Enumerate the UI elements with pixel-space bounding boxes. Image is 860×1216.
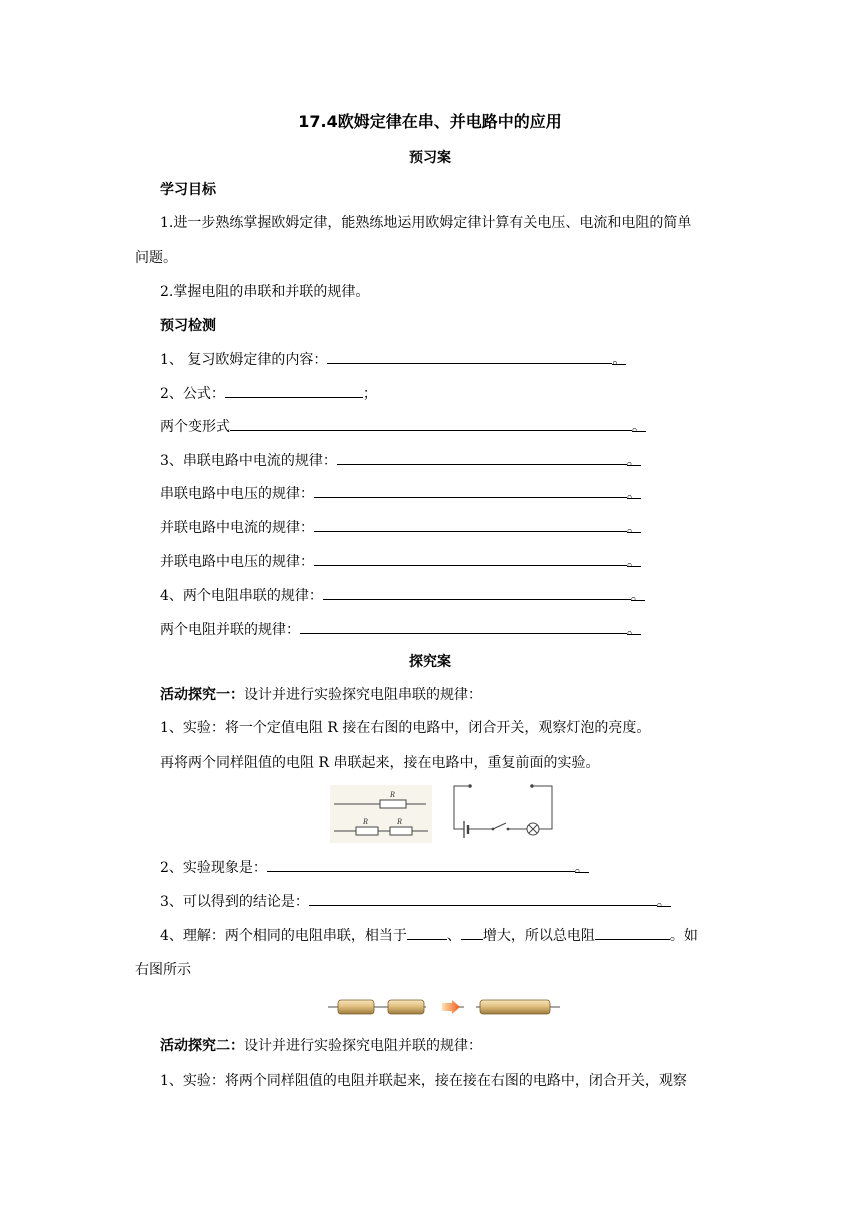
question-label: 4、两个电阻串联的规律： (160, 588, 323, 604)
short-resistor-icon (388, 1000, 424, 1014)
period-mark: 。 (574, 860, 589, 876)
answer-blank[interactable] (323, 585, 631, 600)
resistor-symbol (356, 827, 378, 835)
answer-blank[interactable] (267, 857, 575, 872)
activity-1 (160, 685, 482, 705)
period-mark: 。 (626, 453, 641, 469)
answer-blank[interactable] (461, 925, 483, 940)
question-label: 2、公式： (160, 386, 225, 402)
question-label: 串联电路中电压的规律： (160, 486, 314, 502)
answer-blank[interactable] (595, 925, 670, 940)
answer-blank[interactable] (337, 450, 627, 465)
period-mark: 。 (612, 352, 627, 368)
experiment-2 (160, 857, 589, 878)
experiment-1-line-2: 再将两个同样阻值的电阻 R 串联起来，接在电路中，重复前面的实验。 (160, 755, 600, 771)
question-label: 3、串联电路中电流的规律： (160, 453, 337, 469)
learning-goals-heading: 学习目标 (160, 182, 216, 198)
switch-icon (493, 823, 506, 829)
terminal-icon (468, 784, 472, 788)
answer-blank[interactable] (407, 925, 447, 940)
terminal-icon (530, 784, 534, 788)
question-two-parallel (160, 619, 641, 640)
answer-blank[interactable] (230, 416, 632, 431)
answer-blank[interactable] (314, 483, 627, 498)
page-title: 17.4欧姆定律在串、并电路中的应用 (298, 112, 562, 131)
resistor-label: R (363, 817, 368, 826)
answer-blank[interactable] (314, 551, 627, 566)
answer-blank[interactable] (327, 349, 612, 364)
period-mark: 。 (627, 622, 641, 638)
resistor-label: R (390, 790, 395, 799)
question-variants (160, 416, 646, 437)
activity-2-label: 活动探究二： (160, 1038, 244, 1054)
semicolon-mark: ； (362, 386, 377, 402)
resistor-symbol (380, 800, 406, 808)
experiment-3 (160, 891, 671, 912)
question-parallel-voltage (160, 551, 641, 572)
question-two-series (160, 585, 645, 606)
resistor-cylinders-image (328, 996, 560, 1018)
answer-blank[interactable] (309, 891, 657, 906)
section-heading-preview: 预习案 (409, 150, 451, 166)
circuit-diagram (450, 782, 558, 844)
period-mark: 。 (630, 588, 645, 604)
goal-1-line-2: 问题。 (135, 250, 177, 266)
period-mark: 。 (627, 554, 641, 570)
question-label: 两个变形式 (160, 419, 230, 435)
experiment-1-line-1: 1、实验：将一个定值电阻 R 接在右图的电路中，闭合开关，观察灯泡的亮度。 (160, 720, 651, 736)
question-label: 并联电路中电流的规律： (160, 520, 314, 536)
answer-blank[interactable] (225, 383, 363, 398)
question-label: 2、实验现象是： (160, 860, 267, 876)
experiment-4-text-d: 。如 (669, 928, 698, 944)
period-mark: 。 (627, 486, 641, 502)
experiment-4-line-2: 右图所示 (135, 962, 191, 978)
goal-2: 2.掌握电阻的串联和并联的规律。 (160, 284, 370, 300)
experiment-4 (160, 925, 698, 946)
activity-2-text: 设计并进行实验探究电阻并联的规律： (244, 1038, 482, 1054)
question-label: 3、可以得到的结论是： (160, 894, 309, 910)
answer-blank[interactable] (300, 619, 627, 634)
resistor-label: R (397, 817, 402, 826)
question-series-voltage (160, 483, 641, 504)
answer-blank[interactable] (314, 517, 627, 532)
long-resistor-icon (480, 1000, 550, 1014)
resistor-diagram (330, 785, 432, 843)
gap (464, 1004, 476, 1010)
wire (454, 786, 468, 829)
experiment-4-text-b: 、 (446, 928, 461, 944)
goal-1-line-1: 1.进一步熟练掌握欧姆定律，能熟练地运用欧姆定律计算有关电压、电流和电阻的简单 (160, 215, 692, 231)
period-mark: 。 (632, 419, 646, 435)
resistor-symbol (390, 827, 412, 835)
question-formula (160, 383, 377, 404)
activity-2-experiment-line: 1、实验：将两个同样阻值的电阻并联起来，接在接在右图的电路中，闭合开关，观察 (160, 1073, 687, 1089)
period-mark: 。 (656, 894, 671, 910)
diagram-background (330, 785, 432, 843)
question-label: 并联电路中电压的规律： (160, 554, 314, 570)
short-resistor-icon (338, 1000, 374, 1014)
question-parallel-current (160, 517, 641, 538)
question-ohms-law (160, 349, 626, 370)
question-label: 1、 复习欧姆定律的内容： (160, 352, 328, 368)
activity-1-label: 活动探究一： (160, 687, 244, 703)
arrow-icon (442, 1000, 460, 1014)
question-label: 两个电阻并联的规律： (160, 622, 300, 638)
wire (534, 786, 552, 829)
question-series-current (160, 450, 641, 471)
section-heading-explore: 探究案 (409, 654, 451, 670)
experiment-4-text-c: 增大，所以总电阻 (482, 928, 595, 944)
period-mark: 。 (627, 520, 641, 536)
experiment-4-text-a: 4、理解：两个相同的电阻串联，相当于 (160, 928, 407, 944)
activity-1-text: 设计并进行实验探究电阻串联的规律： (244, 687, 482, 703)
activity-2 (160, 1036, 482, 1056)
preview-check-heading: 预习检测 (160, 318, 216, 334)
